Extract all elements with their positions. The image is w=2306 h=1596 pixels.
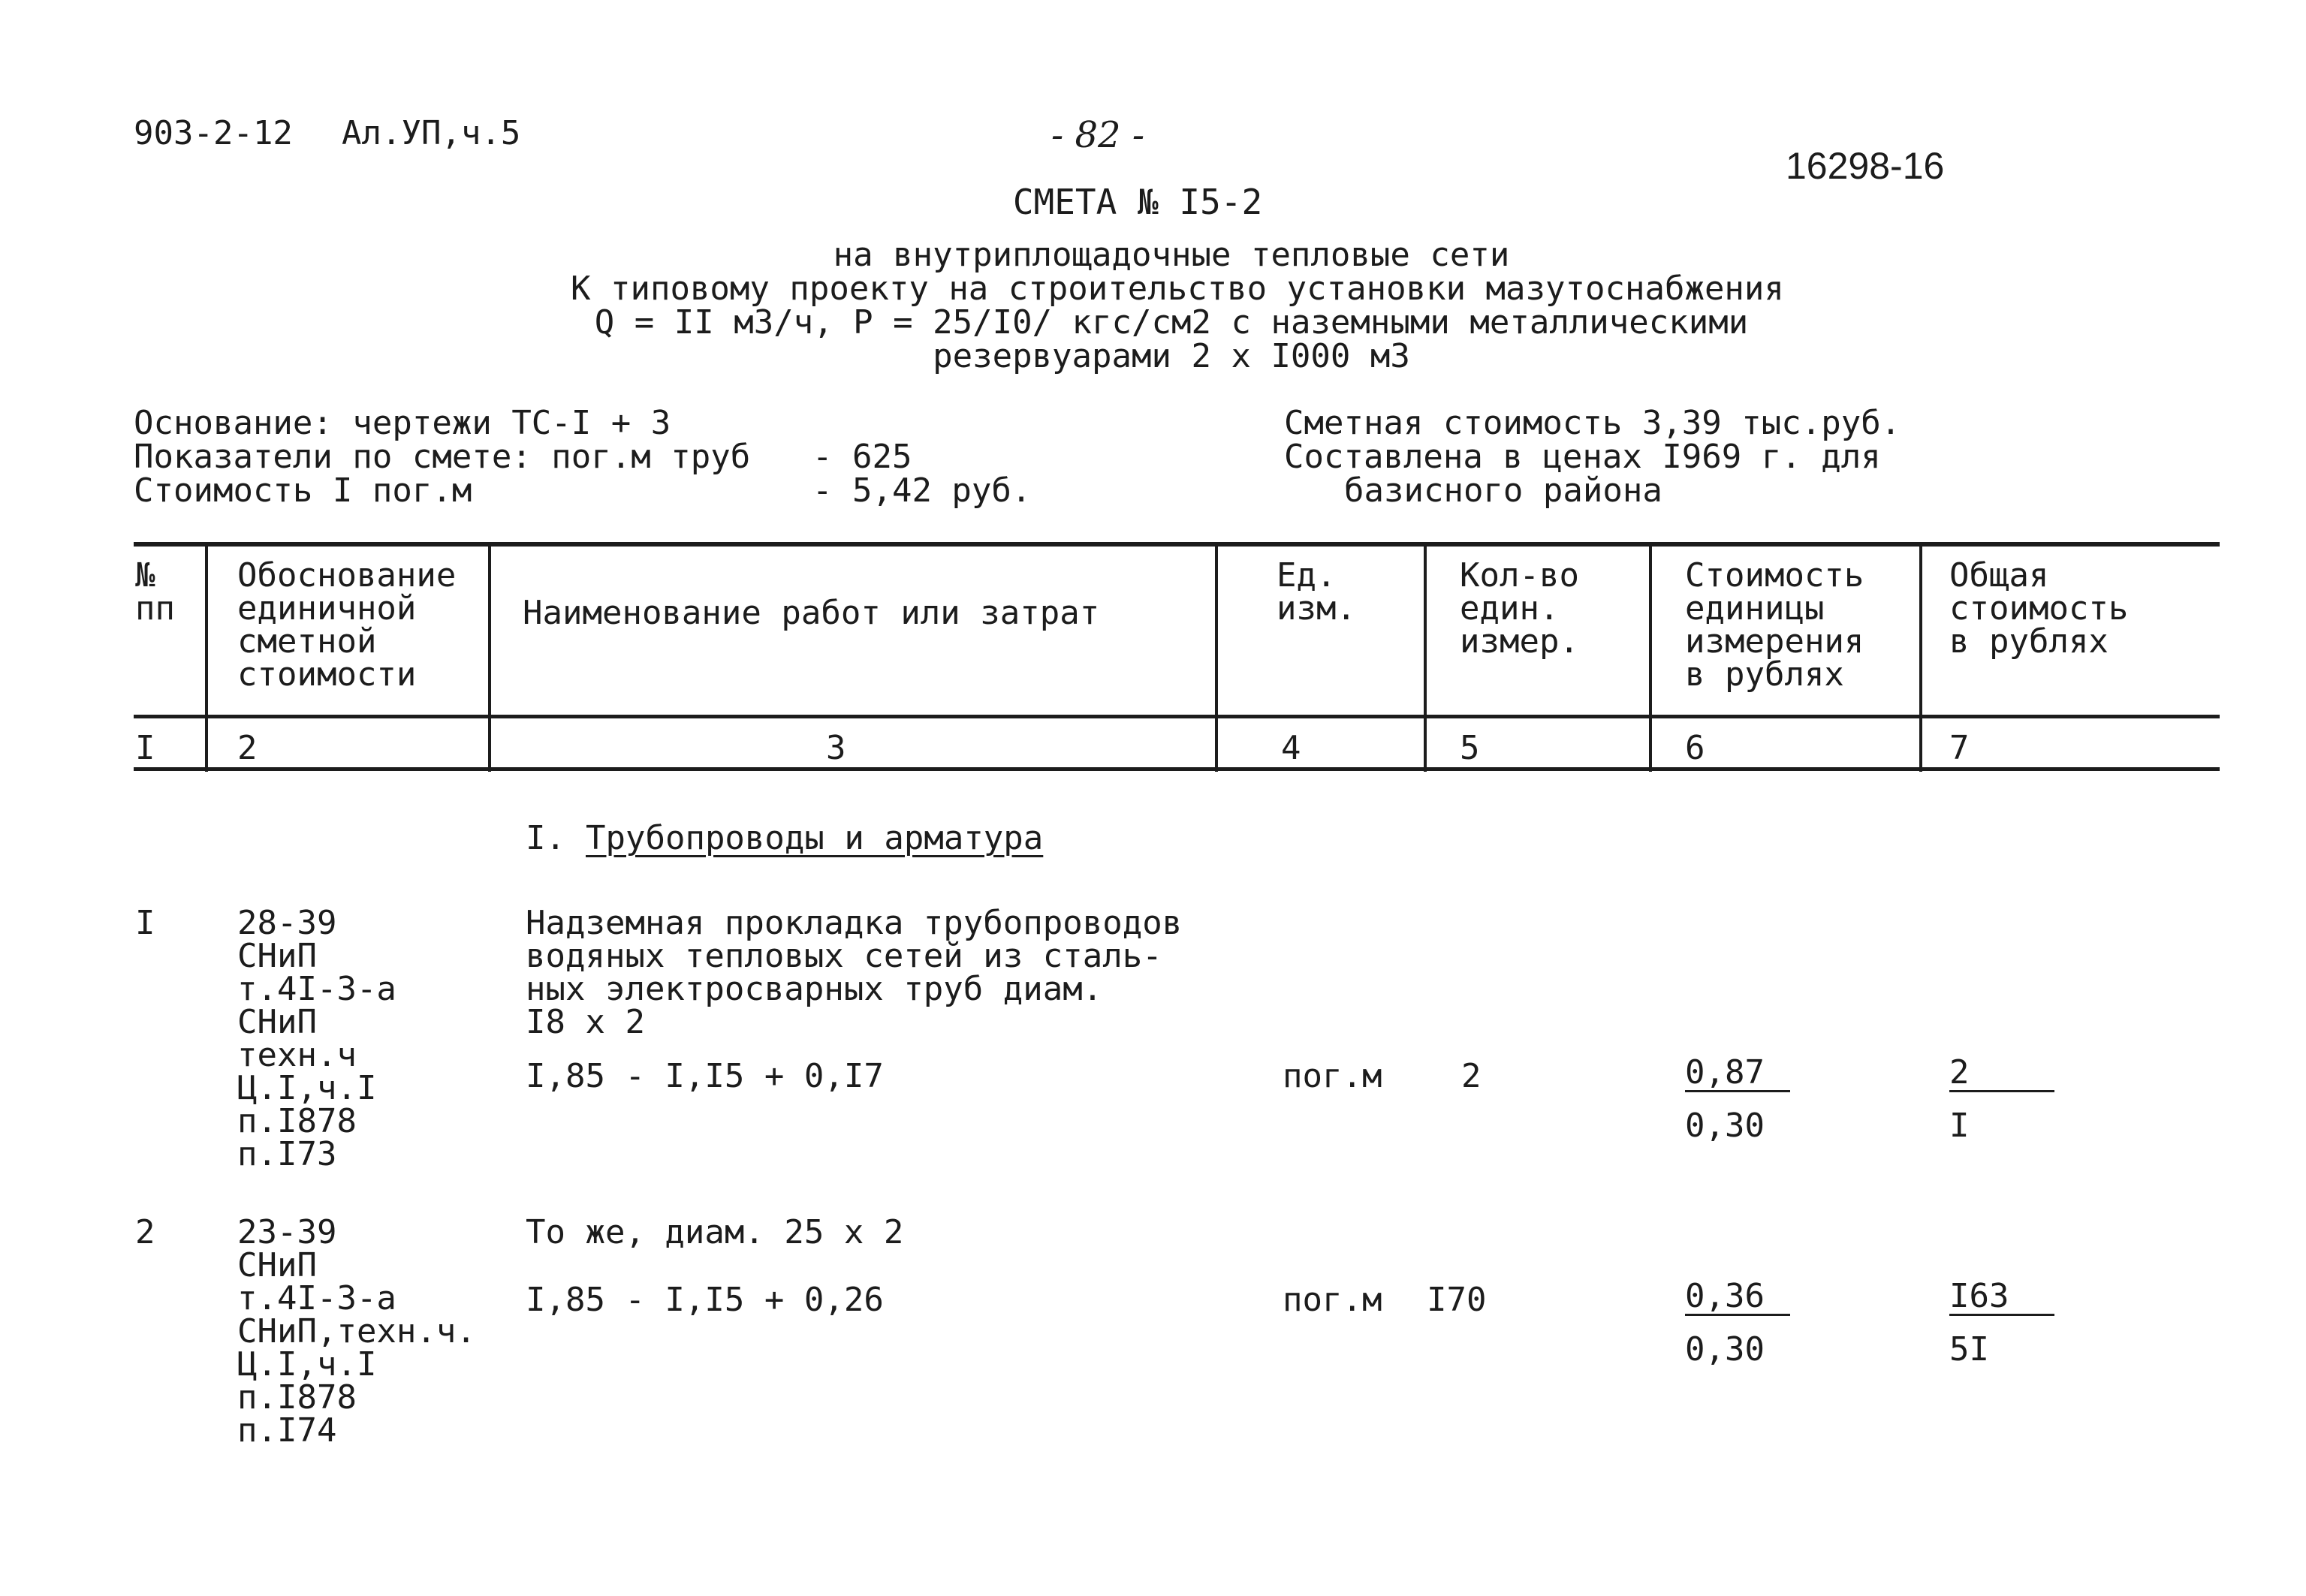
- column-divider: [1215, 547, 1218, 772]
- page-number: - 82 -: [1051, 114, 1145, 156]
- header-row-number: № пп: [135, 556, 175, 628]
- column-number-4: 4: [1281, 729, 1301, 767]
- column-number-7: 7: [1949, 729, 1970, 767]
- base-region: базисного района: [1344, 471, 1662, 510]
- archive-stamp-number: 16298-16: [1786, 145, 1945, 187]
- row-1-work-name: Надземная прокладка трубопроводов водяных тепловых сетей из сталь- ных электросварных труб диам. I8 х 2: [526, 904, 1183, 1041]
- title-line-3: Q = II м3/ч, Р = 25/I0/ кгс/см2 с наземными металлическими: [594, 303, 1749, 342]
- column-divider: [488, 547, 491, 772]
- table-top-rule: [134, 542, 2220, 547]
- row-2-number: 2: [135, 1213, 155, 1251]
- column-divider: [205, 547, 208, 772]
- row-1-number: I: [135, 904, 155, 942]
- row-2-formula: I,85 - I,I5 + 0,26: [526, 1281, 884, 1319]
- header-rule: [134, 715, 2220, 718]
- row-2-unit-cost-bottom: 0,30: [1685, 1330, 1765, 1369]
- row-1-quantity: 2: [1461, 1057, 1482, 1095]
- header-basis: Обоснование единичной сметной стоимости: [237, 556, 457, 694]
- column-divider: [1649, 547, 1652, 772]
- section-title: Трубопроводы и арматура: [586, 819, 1044, 857]
- indicators-value: - 625: [812, 438, 912, 476]
- column-number-5: 5: [1460, 729, 1480, 767]
- estimated-cost: Сметная стоимость 3,39 тыс.руб.: [1284, 404, 1901, 442]
- document-code: 903-2-12: [134, 114, 293, 152]
- header-unit: Ед. изм.: [1277, 556, 1356, 628]
- column-divider: [1919, 547, 1922, 772]
- section-number: I.: [526, 819, 565, 857]
- column-number-6: 6: [1685, 729, 1705, 767]
- basis-drawings: Основание: чертежи ТС-I + 3: [134, 404, 671, 442]
- row-1-total-bottom: I: [1949, 1107, 1970, 1145]
- row-1-unit-cost-top: 0,87: [1685, 1055, 1790, 1092]
- column-number-2: 2: [237, 729, 258, 767]
- title-line-2: К типовому проекту на строительство установки мазутоснабжения: [571, 270, 1784, 308]
- row-1-unit-cost-bottom: 0,30: [1685, 1107, 1765, 1145]
- title-line-4: резервуарами 2 х I000 м3: [933, 337, 1410, 375]
- row-2-work-name: То же, диам. 25 х 2: [526, 1213, 904, 1251]
- indicators-label: Показатели по смете: пог.м труб: [134, 438, 751, 476]
- row-1-unit: пог.м: [1283, 1057, 1382, 1095]
- row-1-formula: I,85 - I,I5 + 0,I7: [526, 1057, 884, 1095]
- header-quantity: Кол-во един. измер.: [1460, 556, 1579, 661]
- row-1-basis: 28-39 СНиП т.4I-3-а СНиП техн.ч Ц.I,ч.I п.I878 п.I73: [237, 904, 396, 1173]
- cost-per-meter-value: - 5,42 руб.: [812, 471, 1032, 510]
- cost-per-meter-label: Стоимость I пог.м: [134, 471, 472, 510]
- row-1-total-top: 2: [1949, 1055, 2054, 1092]
- row-2-unit: пог.м: [1283, 1281, 1382, 1319]
- column-divider: [1424, 547, 1427, 772]
- row-2-quantity: I70: [1427, 1281, 1487, 1319]
- column-number-1: I: [135, 729, 155, 767]
- row-2-total-top: I63: [1949, 1279, 2054, 1316]
- row-2-basis: 23-39 СНиП т.4I-3-а СНиП,техн.ч. Ц.I,ч.I п.I878 п.I74: [237, 1213, 476, 1450]
- row-2-unit-cost-top: 0,36: [1685, 1279, 1790, 1316]
- estimate-title: СМЕТА № I5-2: [1012, 182, 1263, 222]
- row-2-total-bottom: 5I: [1949, 1330, 1989, 1369]
- header-unit-cost: Стоимость единицы измерения в рублях: [1685, 556, 1864, 694]
- title-line-1: на внутриплощадочные тепловые сети: [833, 236, 1510, 274]
- column-number-3: 3: [826, 729, 846, 767]
- prices-year: Составлена в ценах I969 г. для: [1284, 438, 1881, 476]
- album-part: Ал.УП,ч.5: [342, 114, 521, 152]
- numbers-rule: [134, 767, 2220, 771]
- header-work-name: Наименование работ или затрат: [523, 594, 1100, 632]
- header-total-cost: Общая стоимость в рублях: [1949, 556, 2129, 661]
